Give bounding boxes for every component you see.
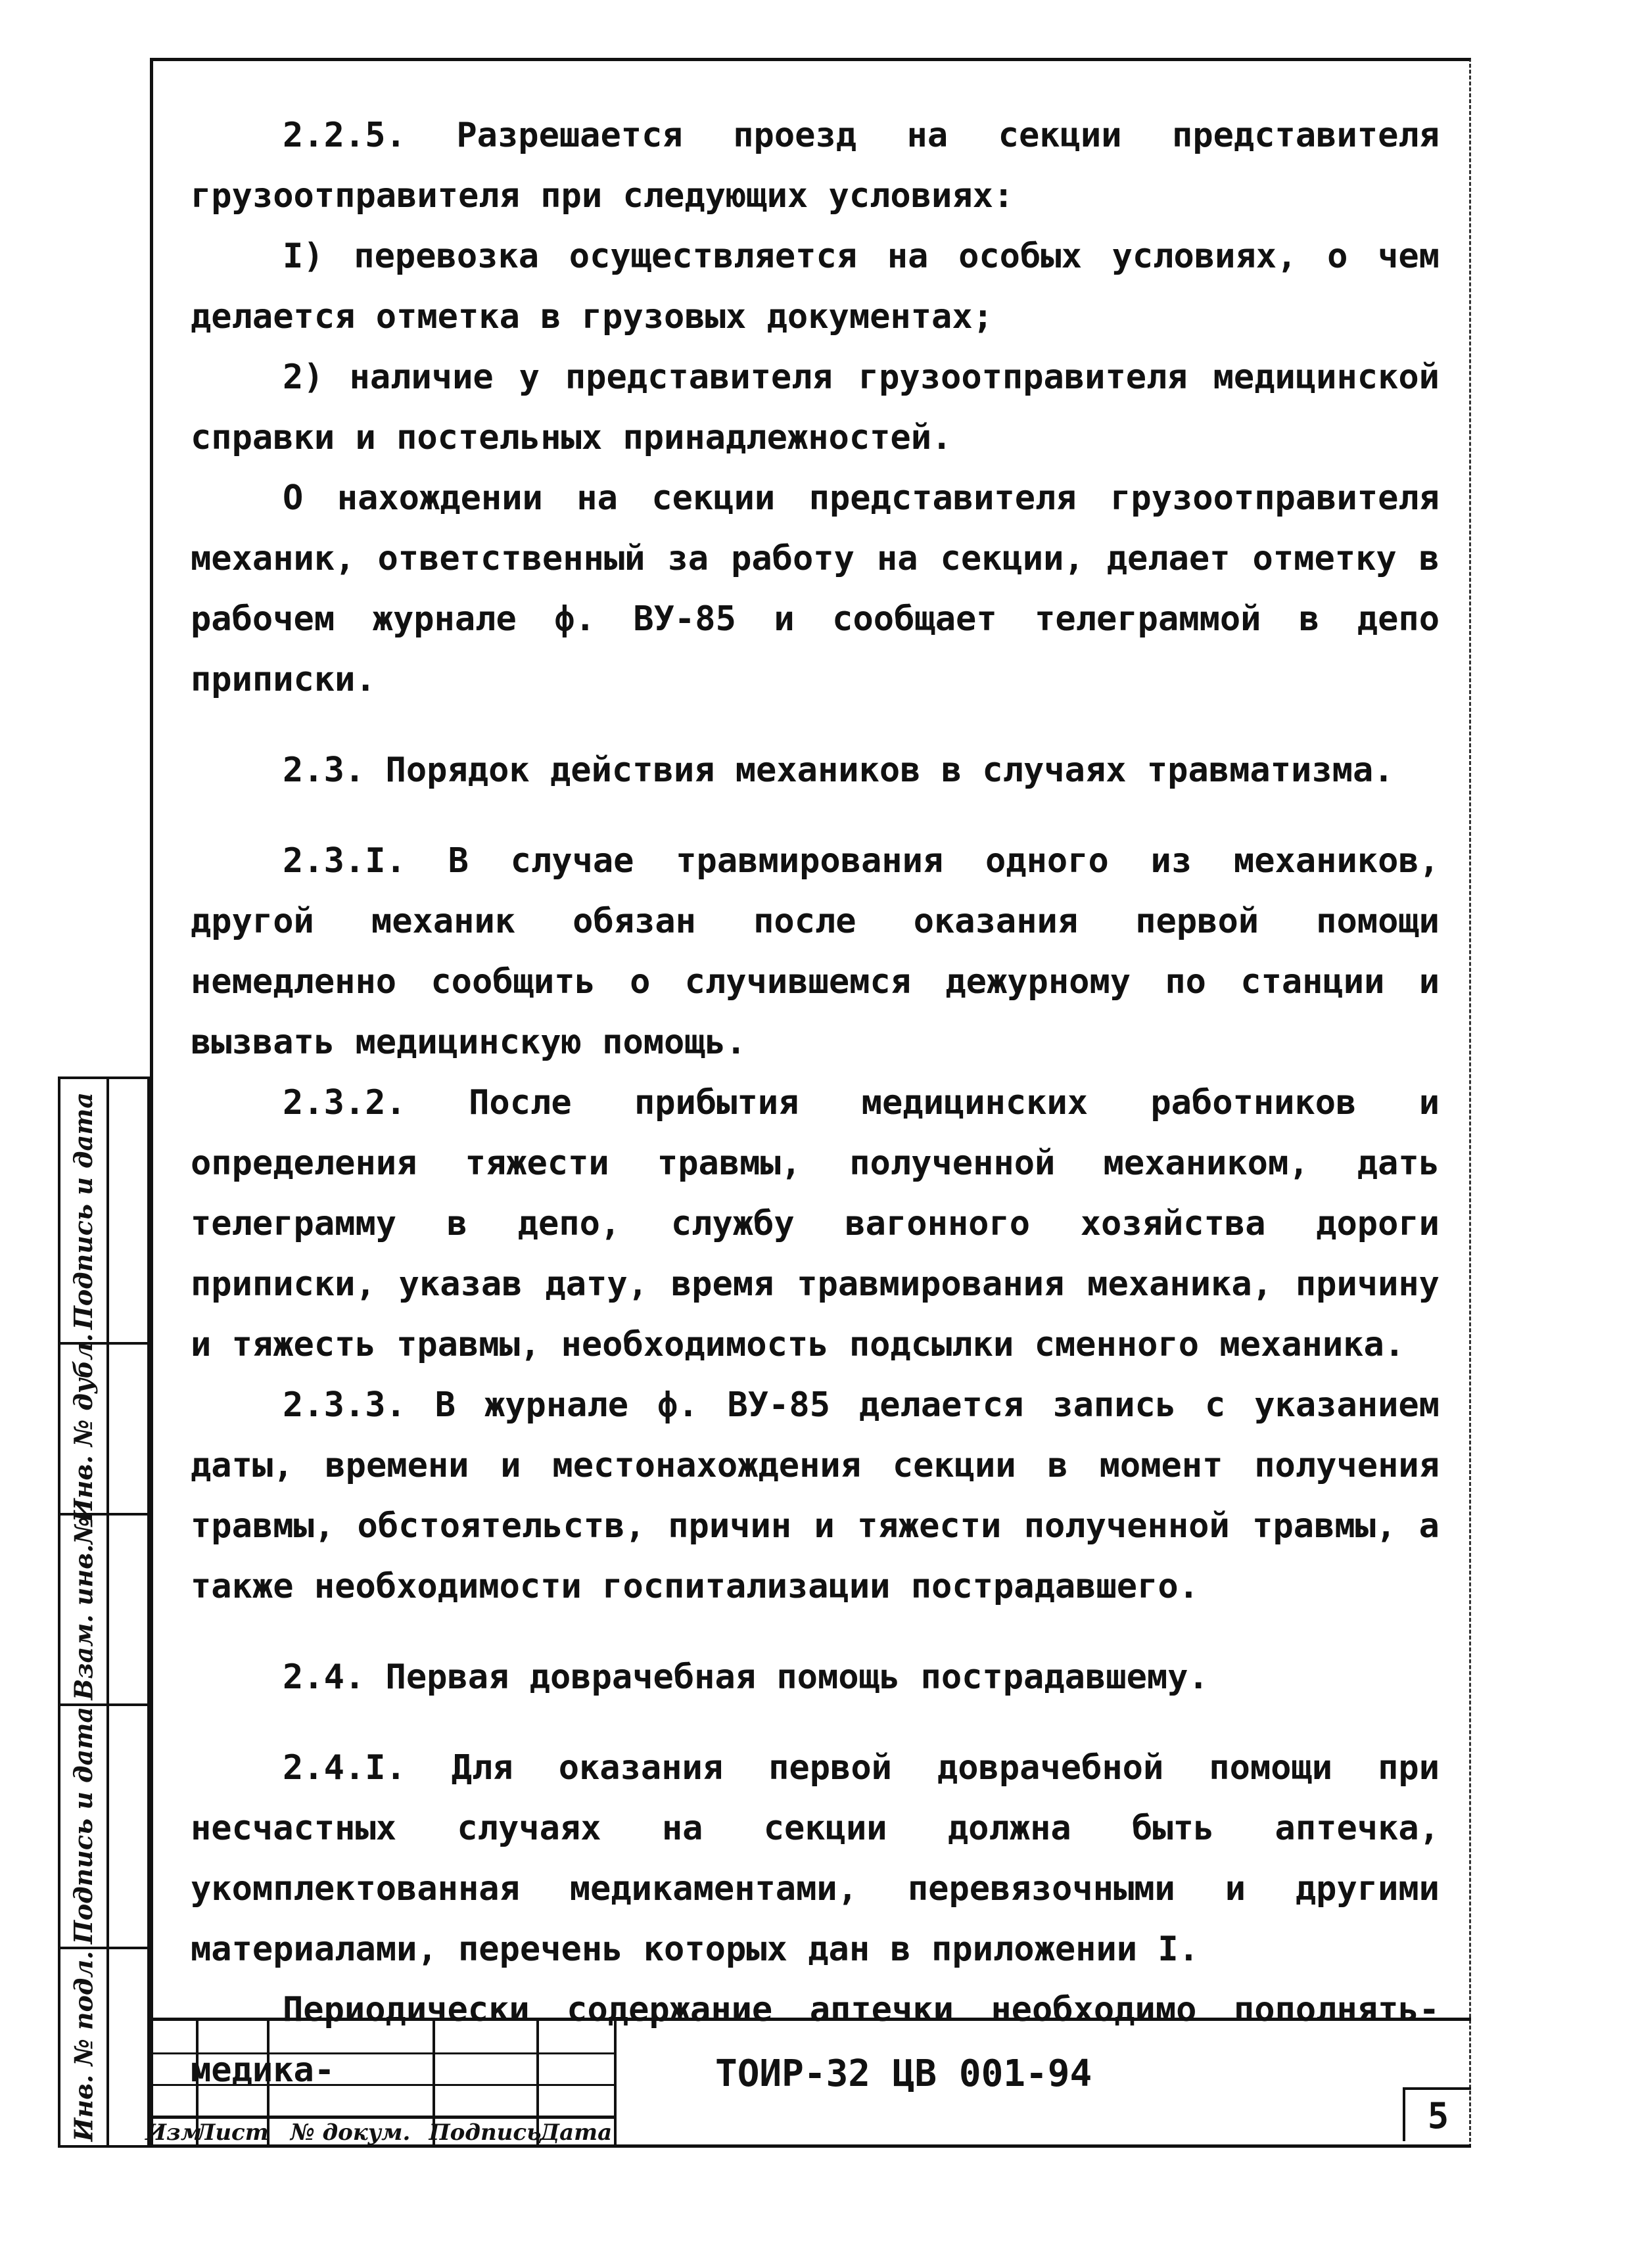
margin-label-signature-date-1: Подпись и дата: [68, 1092, 99, 1330]
paragraph: 2.3.3. В журнале ф. ВУ-85 делается запись с указанием даты, времени и местонахождения секции в момент получения травмы, обстоятельств, причин и тяжести полученной травмы, а также необходимости госпитализации пострадавшего.: [191, 1385, 1440, 1606]
grid-line: [150, 2084, 617, 2086]
paragraph: Периодически содержание аптечки необходимо пополнять-медика-: [191, 1990, 1440, 2090]
paragraph: 2.4. Первая доврачебная помощь пострадавшему.: [283, 1657, 1209, 1697]
stamp-header-signature: Подпись: [429, 2119, 542, 2146]
title-block-grid: [145, 2021, 617, 2148]
margin-stamp-column: [58, 1076, 150, 2148]
stamp-header-change: Изм: [145, 2119, 202, 2146]
paragraph: 2.3. Порядок действия механиков в случаях травматизма.: [283, 751, 1394, 790]
stamp-header-date: Дата: [539, 2119, 613, 2146]
page-number: 5: [1403, 2087, 1471, 2141]
paragraph: 2.3.2. После прибытия медицинских работников и определения тяжести травмы, полученной механиком, дать телеграмму в депо, службу вагонного хозяйства дороги приписки, указав дату, время травмирования механика, причину и тяжесть травмы, необходимость подсылки сменного механика.: [191, 1083, 1440, 1364]
margin-label-original-inventory: Инв. № подл.: [68, 1951, 99, 2141]
stamp-header-sheet: Лист: [195, 2119, 269, 2146]
grid-line: [150, 2052, 617, 2054]
paragraph: 2.4.I. Для оказания первой доврачебной помощи при несчастных случаях на секции должна быть аптечка, укомплектованная медикаментами, перевязочными и другими материалами, перечень которых дан в приложении I.: [191, 1748, 1440, 1969]
paragraph: I) перевозка осуществляется на особых условиях, о чем делается отметка в грузовых документах;: [191, 237, 1440, 336]
margin-label-signature-date-2: Подпись и дата: [68, 1706, 99, 1944]
paragraph: О нахождении на секции представителя грузоотправителя механик, ответственный за работу на секции, делает отметку в рабочем журнале ф. ВУ-85 и сообщает телеграммой в депо приписки.: [191, 478, 1440, 699]
title-block-bottom-line: [150, 2144, 1471, 2148]
document-number: ТОИР-32 ЦВ 001-94: [715, 2052, 1092, 2095]
paragraph: 2.2.5. Разрешается проезд на секции представителя грузоотправителя при следующих условиях:: [191, 116, 1440, 216]
stamp-header-doc-number: № докум.: [290, 2119, 411, 2146]
margin-label-dup-inventory: Инв. № дубл.: [68, 1333, 99, 1522]
margin-label-replacement-inventory: Взам. инв.№: [68, 1516, 99, 1700]
paragraph: 2) наличие у представителя грузоотправителя медицинской справки и постельных принадлежностей.: [191, 358, 1440, 457]
title-block: [145, 2018, 1471, 2148]
margin-blank-column: [106, 1079, 150, 2145]
document-body: [191, 105, 1440, 2100]
paragraph: 2.3.I. В случае травмирования одного из механиков, другой механик обязан после оказания первой помощи немедленно сообщить о случившемся дежурному по станции и вызвать медицинскую помощь.: [191, 841, 1440, 1062]
